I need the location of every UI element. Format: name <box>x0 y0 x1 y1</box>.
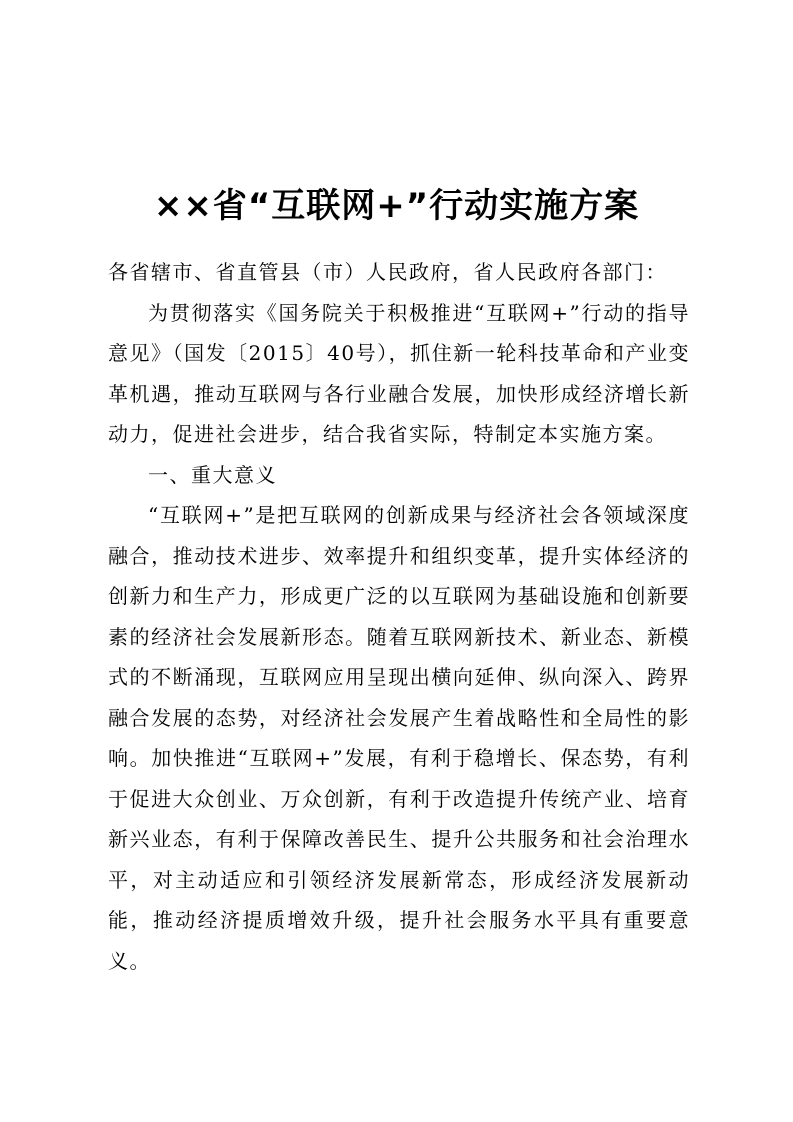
document-title: ××省“互联网+”行动实施方案 <box>153 186 640 226</box>
intro-paragraph: 为贯彻落实《国务院关于积极推进“互联网+”行动的指导意见》（国发〔2015〕40号），抓住新一轮科技革命和产业变革机遇，推动互联网与各行业融合发展，加快形成经济增长新动力，促进社会进步，结合我省实际，特制定本实施方案。 <box>108 300 690 446</box>
section-paragraph: “互联网+”是把互联网的创新成果与经济社会各领域深度融合，推动技术进步、效率提升和组织变革，提升实体经济的创新力和生产力，形成更广泛的以互联网为基础设施和创新要素的经济社会发展新形态。随着互联网新技术、新业态、新模式的不断涌现，互联网应用呈现出横向延伸、纵向深入、跨界融合发展的态势，对经济社会发展产生着战略性和全局性的影响。加快推进“互联网+”发展，有利于稳增长、保态势，有利于促进大众创业、万众创新，有利于改造提升传统产业、培育新兴业态，有利于保障改善民生、提升公共服务和社会治理水平，对主动适应和引领经济发展新常态，形成经济发展新动能，推动经济提质增效升级，提升社会服务水平具有重要意义。 <box>108 503 690 973</box>
section-heading: 一、重大意义 <box>148 462 277 487</box>
document-body <box>108 252 690 981</box>
salutation: 各省辖市、省直管县（市）人民政府，省人民政府各部门： <box>108 260 667 284</box>
